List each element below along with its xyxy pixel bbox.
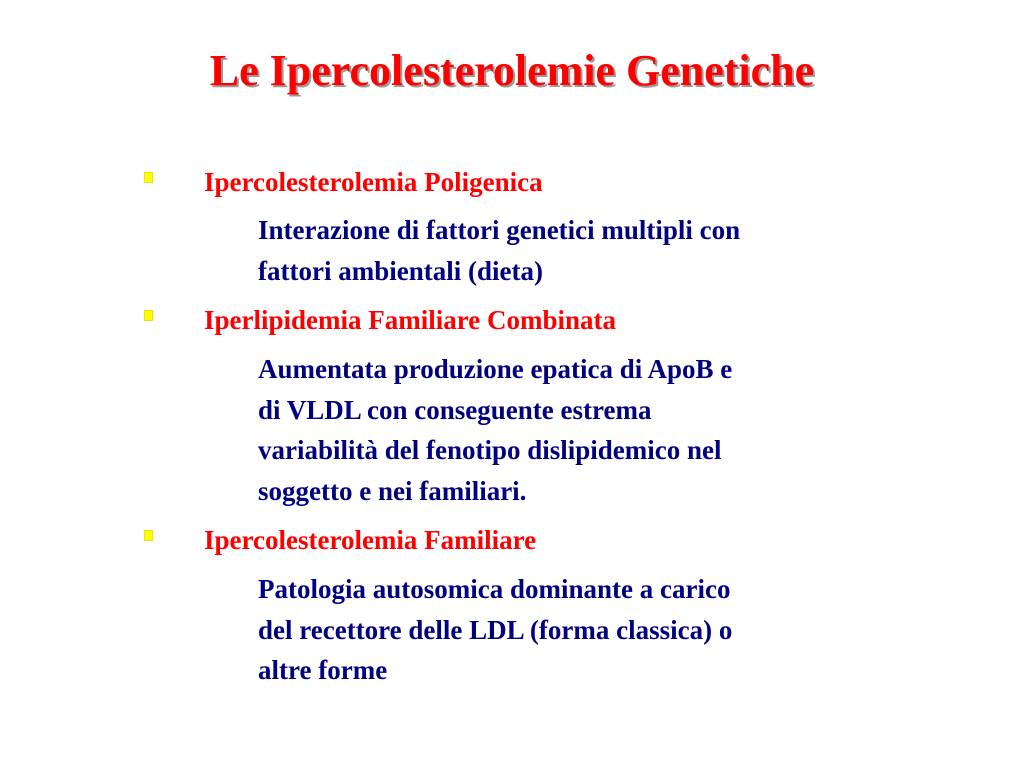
description-line: soggetto e nei familiari. xyxy=(258,475,527,506)
description-line: del recettore delle LDL (forma classica) o xyxy=(258,614,733,645)
description-line: di VLDL con conseguente estrema xyxy=(258,394,652,425)
item-heading-2: Iperlipidemia Familiare Combinata xyxy=(204,305,616,335)
item-heading-1: Ipercolesterolemia Poligenica xyxy=(204,167,543,197)
description-line: Aumentata produzione epatica di ApoB e xyxy=(258,354,733,384)
item-heading-3: Ipercolesterolemia Familiare xyxy=(204,525,537,555)
description-line: Interazione di fattori genetici multipli con xyxy=(258,215,741,245)
bullet-square-icon xyxy=(144,310,153,321)
description-line: fattori ambientali (dieta) xyxy=(258,255,543,286)
description-line: variabilità del fenotipo dislipidemico nel xyxy=(258,435,722,465)
bullet-square-icon xyxy=(144,172,153,183)
description-line: Patologia autosomica dominante a carico xyxy=(258,574,731,604)
item-description-1 xyxy=(258,210,740,291)
item-description-3 xyxy=(258,569,732,691)
bullet-square-icon xyxy=(144,530,153,541)
description-line: altre forme xyxy=(258,655,388,685)
slide-title: Le Ipercolesterolemie Genetiche xyxy=(209,46,815,95)
item-description-2 xyxy=(258,349,732,511)
